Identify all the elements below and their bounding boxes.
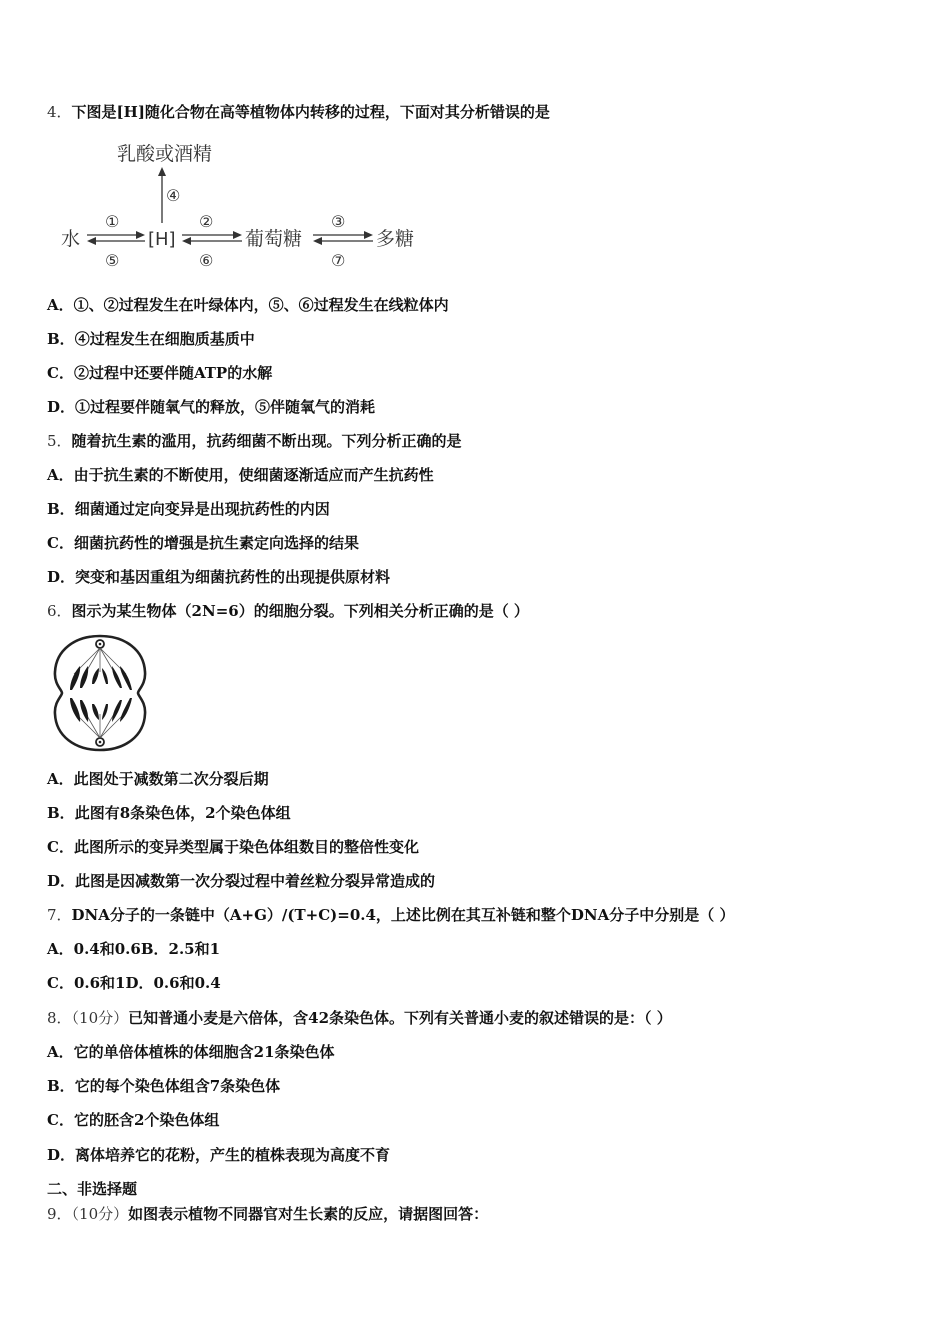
diagram-n7: ⑦ — [331, 251, 346, 270]
q5-option-a[interactable] — [47, 465, 434, 485]
option-text: 细菌抗药性的增强是抗生素定向选择的结果 — [73, 534, 359, 552]
q4-text: 下图是[H]随化合物在高等植物体内转移的过程，下面对其分析错误的是 — [71, 103, 550, 121]
diagram-h: [H] — [148, 229, 176, 250]
q7-stem — [47, 905, 735, 925]
q4-option-a[interactable] — [47, 295, 449, 315]
option-label: D． — [47, 1146, 76, 1164]
option-text: 突变和基因重组为细菌抗药性的出现提供原材料 — [75, 568, 391, 586]
diagram-n1: ① — [105, 212, 120, 231]
q5-stem — [47, 431, 462, 451]
q7-options-row-1[interactable]: A．0.4和0.6B．2.5和1 — [47, 940, 221, 958]
option-text: 它的胚含2个染色体组 — [73, 1111, 220, 1129]
option-label: D． — [47, 398, 76, 416]
diagram-n2: ② — [199, 212, 214, 231]
option-label: D． — [47, 568, 76, 586]
option-label: B． — [47, 804, 75, 822]
q9-stem — [47, 1204, 488, 1224]
option-label: A． — [47, 466, 74, 484]
hydrogen-transfer-diagram — [55, 135, 435, 275]
option-text: 此图所示的变异类型属于染色体组数目的整倍性变化 — [73, 838, 419, 856]
q7-options-row-2[interactable]: C．0.6和1D．0.6和0.4 — [47, 974, 221, 992]
option-text: 它的每个染色体组含7条染色体 — [74, 1077, 281, 1095]
option-label: C． — [47, 534, 74, 552]
q9-score: （10分） — [71, 1205, 129, 1223]
q6-option-c[interactable] — [47, 837, 419, 857]
diagram-n3: ③ — [331, 212, 346, 231]
q9-number: 9． — [47, 1205, 72, 1223]
q6-number: 6． — [47, 602, 72, 620]
q5-text: 随着抗生素的滥用，抗药细菌不断出现。下列分析正确的是 — [71, 432, 462, 450]
q6-stem — [47, 601, 529, 621]
q8-number: 8． — [47, 1009, 72, 1027]
diagram-water: 水 — [61, 228, 81, 250]
option-text: 它的单倍体植株的体细胞含21条染色体 — [73, 1043, 335, 1061]
q6-option-d[interactable] — [47, 871, 435, 891]
option-label: C． — [47, 1111, 74, 1129]
q8-text: 已知普通小麦是六倍体，含42条染色体。下列有关普通小麦的叙述错误的是：（ ） — [128, 1009, 672, 1027]
diagram-glucose: 葡萄糖 — [245, 228, 303, 250]
q6-text: 图示为某生物体（2N=6）的细胞分裂。下列相关分析正确的是（ ） — [71, 602, 529, 620]
q8-option-d[interactable] — [47, 1145, 390, 1165]
cell-division-figure — [50, 632, 150, 754]
option-text: ①过程要伴随氧气的释放，⑤伴随氧气的消耗 — [75, 398, 376, 416]
q7-number: 7． — [47, 906, 72, 924]
option-text: ①、②过程发生在叶绿体内，⑤、⑥过程发生在线粒体内 — [73, 296, 449, 314]
q5-number: 5． — [47, 432, 72, 450]
q5-option-c[interactable] — [47, 533, 359, 553]
option-text: 细菌通过定向变异是出现抗药性的内因 — [74, 500, 330, 518]
option-label: B． — [47, 330, 75, 348]
option-label: C． — [47, 364, 74, 382]
q6-option-b[interactable] — [47, 803, 291, 823]
q9-text: 如图表示植物不同器官对生长素的反应，请据图回答： — [128, 1205, 489, 1223]
option-label: C． — [47, 838, 74, 856]
option-text: 此图是因减数第一次分裂过程中着丝粒分裂异常造成的 — [75, 872, 436, 890]
option-text: 由于抗生素的不断使用，使细菌逐渐适应而产生抗药性 — [73, 466, 434, 484]
option-text: 离体培养它的花粉，产生的植株表现为高度不育 — [75, 1146, 391, 1164]
q4-number: 4． — [47, 103, 72, 121]
diagram-lactic-ethanol: 乳酸或酒精 — [117, 143, 213, 165]
q7-text: DNA分子的一条链中（A+G）/(T+C)=0.4，上述比例在其互补链和整个DNA分子中分别是（ ） — [71, 906, 735, 924]
option-label: A． — [47, 296, 74, 314]
diagram-n4: ④ — [166, 186, 181, 205]
q5-option-b[interactable] — [47, 499, 330, 519]
section-heading-non-choice: 二、非选择题 — [47, 1180, 138, 1198]
option-label: A． — [47, 1043, 74, 1061]
option-text: 此图处于减数第二次分裂后期 — [73, 770, 269, 788]
q4-stem — [47, 102, 550, 122]
q6-option-a[interactable] — [47, 769, 269, 789]
q8-option-a[interactable] — [47, 1042, 335, 1062]
q8-option-b[interactable] — [47, 1076, 280, 1096]
q4-option-c[interactable] — [47, 363, 272, 383]
option-label: B． — [47, 1077, 75, 1095]
diagram-polysaccharide: 多糖 — [376, 228, 415, 250]
q8-option-c[interactable] — [47, 1110, 219, 1130]
option-label: D． — [47, 872, 76, 890]
q4-option-d[interactable] — [47, 397, 375, 417]
option-text: ②过程中还要伴随ATP的水解 — [73, 364, 273, 382]
q8-stem — [47, 1008, 672, 1028]
option-label: A． — [47, 770, 74, 788]
q8-score: （10分） — [71, 1009, 129, 1027]
q4-option-b[interactable] — [47, 329, 255, 349]
q5-option-d[interactable] — [47, 567, 390, 587]
option-text: 此图有8条染色体，2个染色体组 — [74, 804, 291, 822]
option-text: ④过程发生在细胞质基质中 — [74, 330, 255, 348]
option-label: B． — [47, 500, 75, 518]
diagram-n6: ⑥ — [199, 251, 214, 270]
diagram-n5: ⑤ — [105, 251, 120, 270]
